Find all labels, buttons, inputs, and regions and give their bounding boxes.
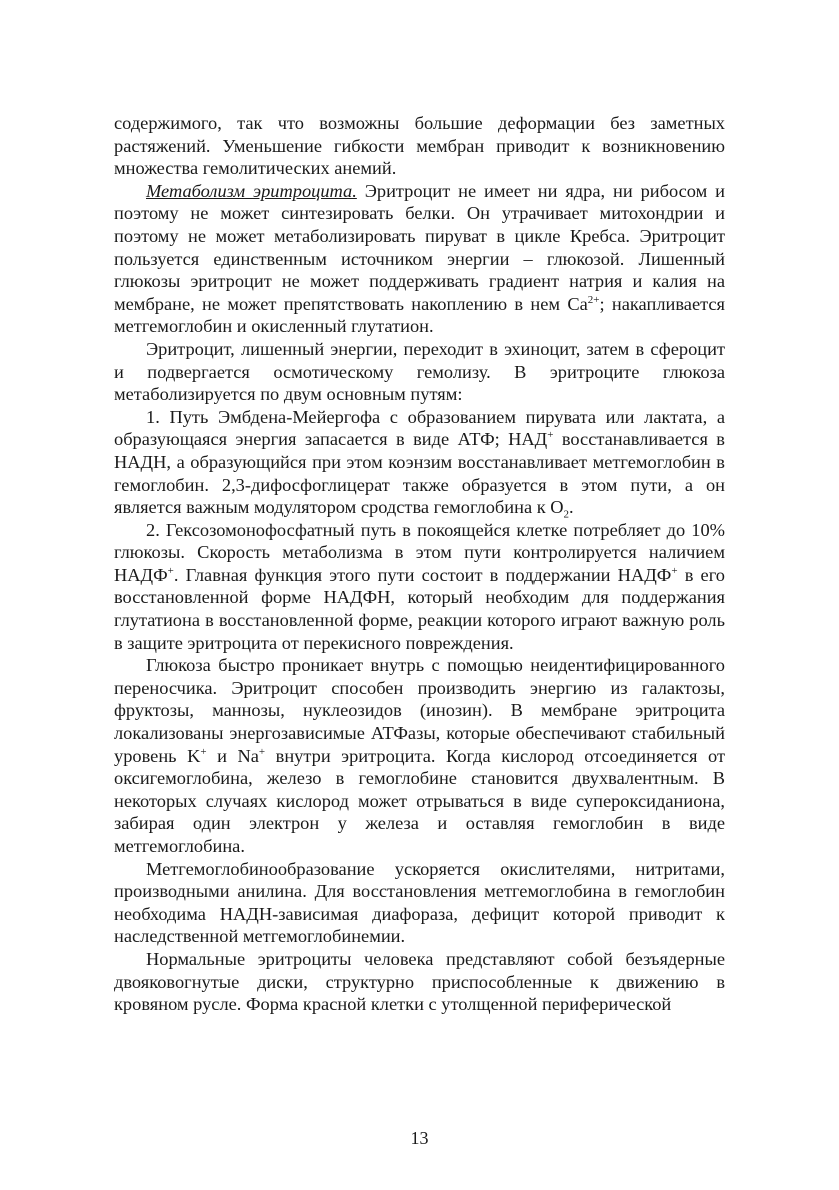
nad-charge-superscript: + — [547, 429, 554, 442]
paragraph-pathway-2-text-a: 2. Гексозомонофосфатный путь в покоящейся клетке потребляет до 10% глюкозы. Скорость метаболизма в этом пути контролируется наличием НАДФ — [114, 519, 725, 585]
calcium-charge-superscript: 2+ — [587, 293, 600, 306]
paragraph-pathway-2-text-b: . Главная функция этого пути состоит в поддержании НАДФ — [173, 564, 672, 585]
paragraph-pathway-1-text-a: 1. Путь Эмбдена-Мейергофа с образованием пирувата или лактата, а образующаяся энергия запасается в виде АТФ; НАД — [114, 406, 725, 450]
paragraph-metabolism-text-b: ; накапливается метгемоглобин и окисленный глутатион. — [114, 293, 725, 337]
paragraph-pathway-2 — [114, 519, 725, 655]
paragraph-metabolism — [114, 180, 725, 338]
paragraph-pathway-2-text-c: в его восстановленной форме НАДФН, который необходим для поддержания глутатиона в восстановленной форме, реакции которого играют важную роль в защите эритроцита от перекисного повреждения. — [114, 564, 725, 653]
paragraph-echinocyte: Эритроцит, лишенный энергии, переходит в эхиноцит, затем в сфероцит и подвергается осмотическому гемолизу. В эритроците глюкоза метаболизируется по двум основным путям: — [114, 338, 725, 405]
oxygen-subscript: 2 — [563, 508, 570, 521]
nadp-charge-superscript-b: + — [671, 564, 678, 577]
paragraph-glucose-transport-text-b: и Na — [206, 745, 259, 766]
paragraph-glucose-transport-text-a: Глюкоза быстро проникает внутрь с помощью неидентифицированного переносчика. Эритроцит способен производить энергию из галактозы, фруктозы, маннозы, нуклеозидов (инозин). В мембране эритроцита локализованы энергозависимые АТФазы, которые обеспечивают стабильный уровень K — [114, 655, 725, 766]
section-heading-metabolism: Метаболизм эритроцита. — [146, 180, 357, 201]
nadp-charge-superscript-a: + — [167, 564, 174, 577]
sodium-charge-superscript: + — [258, 745, 266, 758]
paragraph-methemoglobin: Метгемоглобинообразование ускоряется окислителями, нитритами, производными анилина. Для восстановления метгемоглобина в гемоглобин необходима НАДН-зависимая диафораза, дефицит которой приводит к наследственной метгемоглобинемии. — [114, 858, 725, 947]
page-body — [114, 112, 725, 1016]
paragraph-pathway-1 — [114, 406, 725, 519]
paragraph-pathway-1-text-b: восстанавливается в НАДН, а образующийся при этом коэнзим восстанавливает метгемоглобин в гемоглобин. 2,3-дифосфоглицерат также образуется в этом пути, а он является важным модулятором сродства гемоглобина к O — [114, 429, 725, 518]
paragraph-metabolism-text-a: Эритроцит не имеет ни ядра, ни рибосом и поэтому не может синтезировать белки. Он утрачивает митохондрии и поэтому не может метаболизировать пируват в цикле Кребса. Эритроцит пользуется единственным источником энергии – глюкозой. Лишенный глюкозы эритроцит не может поддерживать градиент натрия и калия на мембране, не может препятствовать накоплению в нем Ca — [114, 180, 725, 314]
page-number: 13 — [410, 1128, 429, 1148]
potassium-charge-superscript: + — [200, 745, 207, 758]
paragraph-deformation: содержимого, так что возможны большие деформации без заметных растяжений. Уменьшение гибкости мембран приводит к возникновению множества гемолитических анемий. — [114, 113, 725, 179]
paragraph-glucose-transport — [114, 654, 725, 857]
paragraph-normal-erythrocytes: Нормальные эритроциты человека представляют собой безъядерные двояковогнутые диски, структурно приспособленные к движению в кровяном русле. Форма красной клетки с утолщенной периферической — [114, 948, 725, 1015]
paragraph-pathway-1-text-c: . — [569, 497, 574, 518]
paragraph-glucose-transport-text-c: внутри эритроцита. Когда кислород отсоединяется от оксигемоглобина, железо в гемоглобине становится двухвалентным. В некоторых случаях кислород может отрываться в виде супероксиданиона, забирая один электрон у железа и оставляя гемоглобин в виде метгемоглобина. — [114, 745, 726, 856]
